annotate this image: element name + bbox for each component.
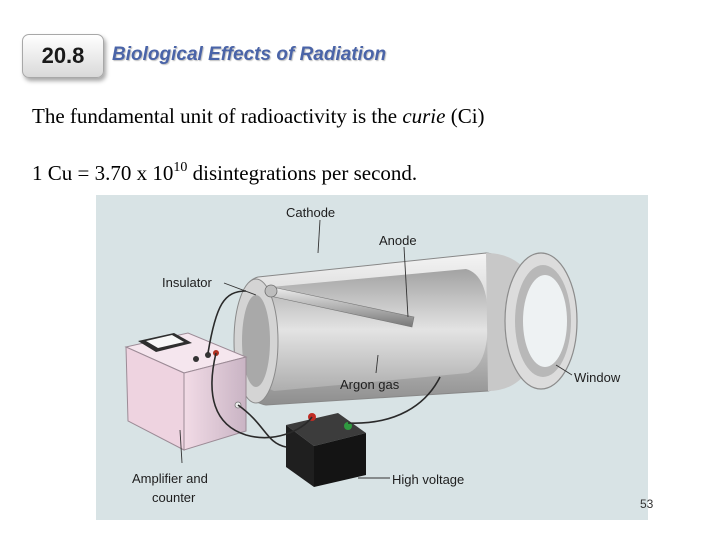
geiger-counter-illustration	[96, 195, 648, 520]
curie-text-after: (Ci)	[445, 104, 485, 128]
cathode-label: Cathode	[286, 205, 336, 220]
argon-gas-label: Argon gas	[340, 377, 400, 392]
curie-text-before: The fundamental unit of radioactivity is the	[32, 104, 403, 128]
amplifier-label-line2: counter	[152, 490, 196, 505]
anode-label: Anode	[379, 233, 417, 248]
amplifier-label-line1: Amplifier and	[132, 471, 208, 486]
curie-equation	[32, 160, 417, 186]
geiger-counter-diagram	[96, 195, 648, 520]
equation-unit: disintegrations per second.	[187, 161, 418, 185]
curie-term: curie	[402, 104, 446, 128]
curie-definition	[32, 104, 485, 129]
amplifier-counter-box	[126, 333, 246, 450]
equation-exponent: 10	[173, 160, 188, 175]
equation-base: 1 Cu = 3.70 x 10	[32, 161, 174, 185]
slide-title: Biological Effects of Radiation	[112, 44, 387, 65]
section-number-badge: 20.8	[22, 34, 104, 78]
high-voltage-battery	[286, 413, 366, 487]
page-number: 53	[640, 497, 654, 511]
window-label: Window	[574, 370, 621, 385]
high-voltage-label: High voltage	[392, 472, 465, 487]
insulator-label: Insulator	[162, 275, 212, 290]
